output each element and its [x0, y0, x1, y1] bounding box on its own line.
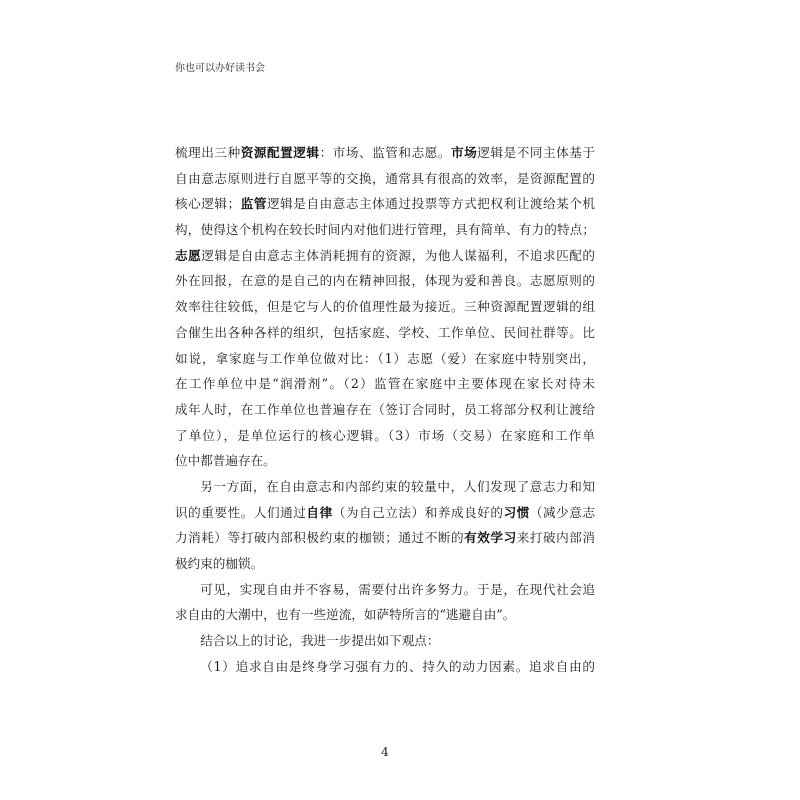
key-term: 市场 — [451, 145, 478, 160]
line-text: 另一方面，在自由意志和内部约束的较量中，人们发现了意志力和知 — [200, 478, 595, 494]
paragraph — [175, 474, 595, 577]
line-text: 在工作单位中是“润滑剂”。（2）监管在家庭中主要体现在家长对待未 — [175, 376, 595, 392]
line-text: 来打破内部消 — [516, 530, 596, 546]
line-text: 识的重要性。人们通过 — [175, 504, 307, 520]
text-line — [175, 140, 595, 166]
line-text: 合催生出各种各样的组织，包括家庭、学校、工作单位、民间社群等。比 — [175, 324, 595, 340]
text-line — [175, 268, 595, 294]
line-text: 构，使得这个机构在较长时间内对他们进行管理，具有简单、有力的特点； — [175, 222, 595, 238]
text-line — [175, 191, 595, 217]
line-text: 成年人时，在工作单位也普遍存在（签订合同时，员工将部分权利让渡给 — [175, 401, 595, 417]
line-text: 可见，实现自由并不容易，需要付出许多努力。于是，在现代社会追 — [200, 581, 595, 597]
line-text: 力消耗）等打破内部积极约束的枷锁；通过不断的 — [175, 530, 465, 546]
paragraph — [175, 140, 595, 474]
line-text: 位中都普遍存在。 — [175, 453, 276, 469]
text-line — [175, 166, 595, 192]
line-text: （1）追求自由是终身学习强有力的、持久的动力因素。追求自由的 — [200, 658, 595, 674]
text-line — [175, 217, 595, 243]
text-line — [175, 243, 595, 269]
text-line — [175, 525, 595, 551]
text-line — [175, 294, 595, 320]
key-term: 监管 — [240, 196, 268, 212]
line-text: 逻辑是自由意志主体通过投票等方式把权利让渡给某个机 — [267, 196, 596, 212]
text-line — [175, 448, 595, 474]
text-line — [175, 423, 595, 449]
line-text: 核心逻辑； — [175, 196, 241, 212]
line-text: 求自由的大潮中，也有一些逆流，如萨特所言的“逃避自由”。 — [175, 607, 516, 623]
text-line — [175, 320, 595, 346]
line-text: 极约束的枷锁。 — [175, 556, 264, 571]
text-line — [175, 500, 595, 526]
key-term: 习惯 — [503, 504, 530, 520]
text-line — [175, 371, 595, 397]
page-number: 4 — [381, 745, 389, 759]
paragraph — [175, 628, 595, 654]
line-text: 梳理出三种 — [175, 145, 241, 160]
paragraph — [175, 577, 595, 628]
line-text: 逻辑是不同主体基于 — [477, 145, 596, 160]
line-text: ：市场、监管和志愿。 — [319, 145, 451, 160]
line-text: （减少意志 — [529, 504, 596, 520]
text-line — [175, 602, 595, 628]
running-head: 你也可以办好读书会 — [175, 63, 265, 74]
line-text: （为自己立法）和养成良好的 — [332, 504, 504, 520]
line-text: 自由意志原则进行自愿平等的交换，通常具有很高的效率，是资源配置的 — [175, 170, 595, 186]
text-line — [175, 628, 595, 654]
text-line — [175, 474, 595, 500]
text-line — [175, 551, 595, 577]
text-line — [175, 397, 595, 423]
key-term: 自律 — [306, 504, 333, 520]
key-term: 资源配置逻辑 — [240, 145, 320, 160]
line-text: 如说，拿家庭与工作单位做对比：（1）志愿（爱）在家庭中特别突出， — [175, 350, 595, 366]
key-term: 志愿 — [175, 247, 202, 263]
body-text — [175, 140, 595, 679]
paragraph — [175, 654, 595, 680]
text-line — [175, 577, 595, 603]
line-text: 效率往往较低，但是它与人的价值理性最为接近。三种资源配置逻辑的组 — [175, 299, 595, 315]
text-line — [175, 654, 595, 680]
line-text: 逻辑是自由意志主体消耗拥有的资源，为他人谋福利，不追求匹配的 — [201, 247, 596, 263]
line-text: 了单位），是单位运行的核心逻辑。（3）市场（交易）在家庭和工作单 — [175, 427, 595, 443]
text-line — [175, 346, 595, 372]
line-text: 外在回报，在意的是自己的内在精神回报，体现为爱和善良。志愿原则的 — [175, 273, 595, 289]
line-text: 结合以上的讨论，我进一步提出如下观点： — [200, 633, 440, 649]
key-term: 有效学习 — [464, 530, 517, 546]
